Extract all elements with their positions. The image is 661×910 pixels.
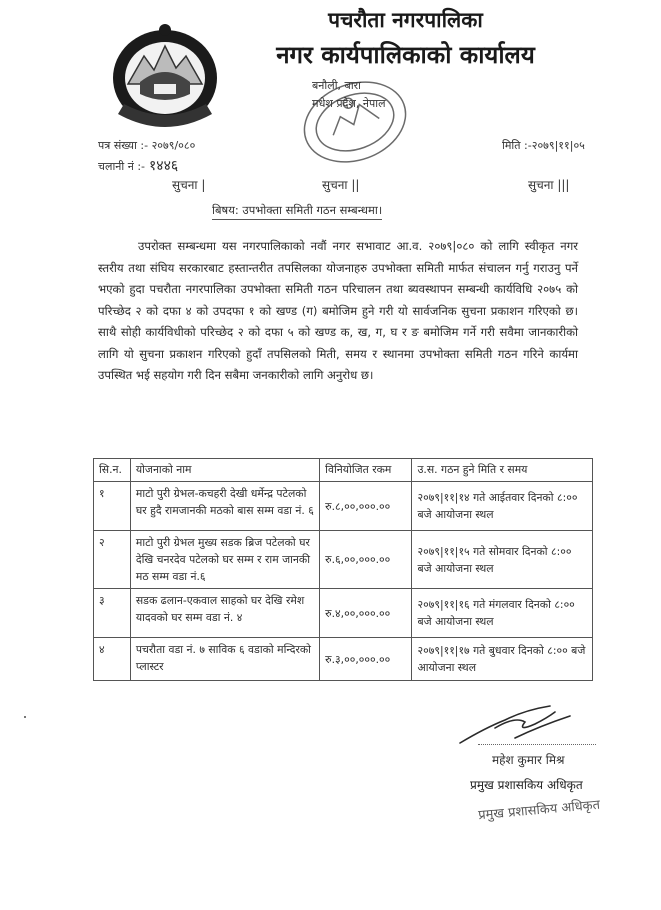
col-header-plan-name: योजनाको नाम xyxy=(130,459,319,482)
letter-subject: बिषय: उपभोक्ता समिती गठन सम्बन्धमा। xyxy=(212,203,382,220)
letter-date: मिति :-२०७९|११|०५ xyxy=(502,139,585,152)
office-name: नगर कार्यपालिकाको कार्यालय xyxy=(276,41,535,69)
notice-label-2: सुचना || xyxy=(322,178,360,192)
cell-amount: रु.८,००,०००.०० xyxy=(320,482,412,531)
scan-speck xyxy=(24,716,26,718)
dispatch-number xyxy=(98,156,178,175)
cell-sn: ४ xyxy=(94,638,131,681)
signer-name: महेश कुमार मिश्र xyxy=(492,753,565,767)
cell-sn: ३ xyxy=(94,589,131,638)
cell-plan-name: माटो पुरी ग्रेभल मुख्य सडक ब्रिज पटेलको घर देखि चनरदेव पटेलको घर सम्म र राम जानकी मठ सम्म वडा नं.६ xyxy=(130,531,319,589)
office-stamp-icon xyxy=(295,72,415,172)
dispatch-number-label: चलानी नं :- xyxy=(98,160,146,173)
cell-schedule: २०७९|११|१४ गते आईतवार दिनको ८:०० बजे आयोजना स्थल xyxy=(412,482,593,531)
cell-schedule: २०७९|११|१५ गते सोमवार दिनको ८:०० बजे आयोजना स्थल xyxy=(412,531,593,589)
signature-icon xyxy=(455,698,575,748)
table-row xyxy=(94,482,593,531)
letter-body: उपरोक्त सम्बन्धमा यस नगरपालिकाको नवौं नगर सभावाट आ.व. २०७९|०८० को लागि स्वीकृत नगर स्तरीय तथा संघिय सरकारबाट हस्तान्तरीत तपसिलका योजनाहरु उपभोक्ता समिती मार्फत संचालन गर्नु गराउनु पर्ने भएको हुदा पचरौता नगरपालिका उपभोक्ता समिती गठन परिचालन तथा ब्यवस्थापन सम्बन्धी कार्यविधि २०७५ को परिच्छेद २ को दफा ४ को उपदफा १ को खण्ड (ग) बमोजिम हुने गरी यो सार्वजनिक सुचना प्रकाशन गरिएको छ। साथै सोही कार्यविधीको परिच्छेद २ को दफा ५ को खण्ड क, ख, ग, घ र ङ बमोजिम गर्ने गरी सवैमा जानकारीको लागि यो सुचना प्रकाशन गरिएको हुदाँ तपसिलको मिती, समय र स्थानमा उपभोक्ता समिती गठन गरिने कार्यमा उपस्थित भई सहयोग गरी दिन सबैमा जनकारीको लागि अनुरोध छ। xyxy=(98,239,578,382)
cell-amount: रु.६,००,०००.०० xyxy=(320,531,412,589)
table-header-row xyxy=(94,459,593,482)
cell-plan-name: माटो पुरी ग्रेभल-कचहरी देखी धर्मेन्द्र पटेलको घर हुदै रामजानकी मठको बास सम्म वडा नं. ६ xyxy=(130,482,319,531)
cell-plan-name: पचरौता वडा नं. ७ साविक ६ वडाको मन्दिरको प्लास्टर xyxy=(130,638,319,681)
cell-sn: २ xyxy=(94,531,131,589)
plans-table xyxy=(93,458,593,681)
address-line-2: मधेश प्रदेश, नेपाल xyxy=(312,97,386,110)
cell-schedule: २०७९|११|१७ गते बुधवार दिनको ८:०० बजे आयोजना स्थल xyxy=(412,638,593,681)
table-row xyxy=(94,589,593,638)
cell-plan-name: सडक ढलान-एकवाल साहको घर देखि रमेश यादवको घर सम्म वडा नं. ४ xyxy=(130,589,319,638)
dispatch-number-value: १४४६ xyxy=(149,158,179,174)
letter-reference-number: पत्र संख्या :- २०७९/०८० xyxy=(98,139,196,152)
notice-label-1: सुचना | xyxy=(172,178,206,192)
address-line-1: बनौली, बारा xyxy=(312,79,362,92)
notice-label-3: सुचना ||| xyxy=(528,178,570,192)
cell-amount: रु.४,००,०००.०० xyxy=(320,589,412,638)
col-header-amount: विनियोजित रकम xyxy=(320,459,412,482)
signature-line xyxy=(478,744,596,745)
table-row xyxy=(94,531,593,589)
col-header-sn: सि.न. xyxy=(94,459,131,482)
designation-stamp: प्रमुख प्रशासकिय अधिकृत xyxy=(477,797,601,824)
cell-schedule: २०७९|११|१६ गते मंगलवार दिनको ८:०० बजे आयोजना स्थल xyxy=(412,589,593,638)
municipality-name: पचरौता नगरपालिका xyxy=(328,8,483,32)
col-header-schedule: उ.स. गठन हुने मिति र समय xyxy=(412,459,593,482)
cell-amount: रु.३,००,०००.०० xyxy=(320,638,412,681)
signer-title: प्रमुख प्रशासकिय अधिकृत xyxy=(470,778,583,792)
cell-sn: १ xyxy=(94,482,131,531)
table-row xyxy=(94,638,593,681)
